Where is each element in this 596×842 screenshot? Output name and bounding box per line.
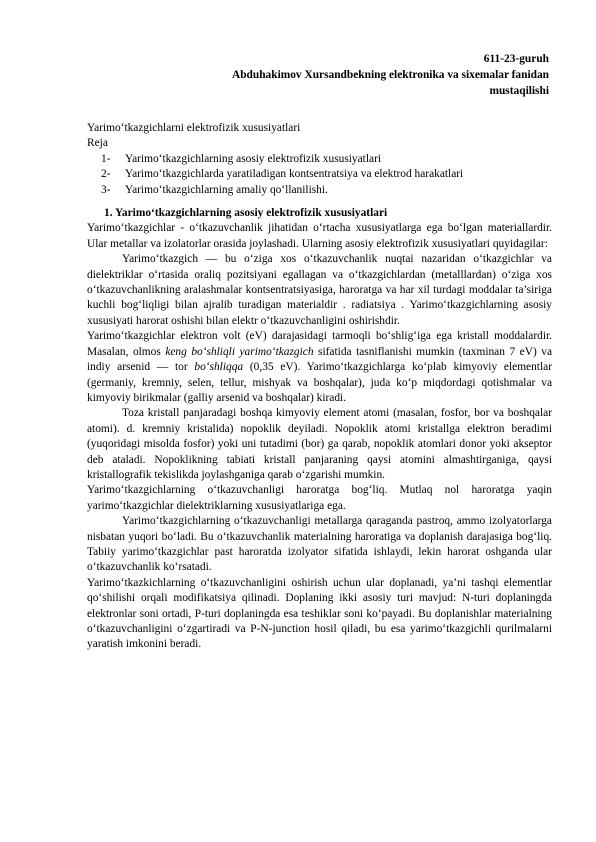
section-heading: 1. Yarimo‘tkazgichlarning asosiy elektrofizik xususiyatlari (104, 207, 388, 220)
reja-item (101, 167, 552, 182)
group-label: 611-23-guruh (483, 53, 549, 65)
reja-list (87, 152, 552, 198)
paragraph-bandgap-text-c: (0,35 eV). Yarimo‘tkazgichlarga ko‘plab kimyoviy elementlar (germaniy, kremniy, selen, tellur, mishyak va boshqalar), juda ko‘p miqdordagi qotishmalar va kimyoviy birikmalar (galliy arsenid va boshqalar) kiradi. (87, 361, 552, 404)
paragraph-conductivity: Yarimo‘tkazgichlarning o‘tkazuvchanligi metallarga qaraganda pastroq, ammo izolyatorlarga nisbatan yuqori bo‘ladi. Bu o‘tkazuvchanlik materialning haroratiga va doplanish darajasiga bog‘liq. Tabiiy yarimo‘tkazgichlar past haroratda izolyator sifatida ishlaydi, lekin harorat oshganda ular o‘tkazuvchanlik ko‘rsatadi. (87, 515, 552, 574)
document-body (87, 121, 552, 653)
reja-item-number: 2- (101, 168, 111, 181)
paragraph-bandgap-text-a: Yarimo‘tkazgichlar elektron volt (eV) darajasidagi tarmoqli bo‘shlig‘iga ega kristall moddalardir. Masalan, olmos (87, 330, 552, 358)
reja-item-number: 3- (101, 183, 111, 196)
paragraph-bandgap-italic-b: bo‘shliqqa (194, 361, 244, 374)
paragraph-intro: Yarimo‘tkazgichlar - o‘tkazuvchanlik jihatidan o‘rtacha xususiyatlarga ega bo‘lgan materiallardir. Ular metallar va izolatorlar orasida joylashadi. Ularning asosiy elektrofizik xususiyatlari quyidagilar: (87, 222, 552, 250)
paragraph-impurity: Toza kristall panjaradagi boshqa kimyoviy element atomi (masalan, fosfor, bor va boshqalar atomi). d. kremniy kristalida) nopoklik deyiladi. Nopoklik atomi kristallga elektron beradimi (yuqoridagi misolda fosfor) yoki uni tutadimi (bor) ga qarab, nopoklik atomlari donor yoki akseptor deb ataladi. Nopoklikning tabiati kristall panjaraning qaysi atomini almashtirganiga, qaysi kristallografik tekislikda joylashganiga qarab o‘zgarishi mumkin. (87, 407, 552, 481)
paragraph-bandgap-italic-a: keng bo‘shliqli yarimo‘tkazgich (165, 345, 314, 358)
paragraph-definition: Yarimo‘tkazgich — bu o‘ziga xos o‘tkazuvchanlik nuqtai nazaridan o‘tkazgichlar va dielektriklar o‘rtasida oraliq pozitsiyani egallagan va o‘tkazgichlardan (metalllardan) o‘ziga xos o‘tkazuvchanlikning aralashmalar kontsentratsiyasiga, haroratga va har xil turdagi moddalar ta’siriga kuchli bog‘liqligi bilan ajralib turadigan materialdir . radiatsiya . Yarimo‘tkazgichlarning asosiy xususiyati harorat oshishi bilan elektr o‘tkazuvchanligini oshirishdir. (87, 253, 552, 327)
document-header (112, 51, 549, 99)
reja-item-text: Yarimo‘tkazgichlarning amaliy qo‘llanilishi. (125, 183, 328, 196)
reja-item-number: 1- (101, 152, 111, 165)
paragraph-temperature: Yarimo‘tkazgichlarning o‘tkazuvchanligi haroratga bog‘liq. Mutlaq nol haroratga yaqin yarimo‘tkazgichlar dielektriklarning xususiyatlariga ega. (87, 484, 552, 512)
reja-item (101, 152, 552, 167)
assignment-label: mustaqilishi (489, 85, 549, 97)
reja-label: Reja (87, 137, 108, 150)
paragraph-bandgap (87, 329, 552, 406)
paragraph-doping: Yarimo‘tkazkichlarning o‘tkazuvchanligini oshirish uchun ular doplanadi, ya’ni tashqi elementlar qo‘shilishi orqali modifikatsiya qilinadi. Doplaning ikki asosiy turi mavjud: N-turi doplaningda elektronlar soni ortadi, P-turi doplaningda esa teshiklar soni ko‘payadi. Bu doplanishlar materialning o‘tkazuvchanligini o‘zgartiradi va P-N-junction hosil qiladi, bu esa yarimo‘tkazgichli qurilmalarni yaratish imkonini beradi. (87, 576, 552, 651)
paragraph-bandgap-text-b: sifatida tasniflanishi mumkin (taxminan 7 eV) va indiy arsenid — tor (87, 345, 552, 374)
author-subject-line: Abduhakimov Xursandbekning elektronika va sixemalar fanidan (231, 69, 549, 81)
topic-title: Yarimo‘tkazgichlarni elektrofizik xususiyatlari (87, 122, 301, 134)
reja-item (101, 183, 552, 198)
reja-item-text: Yarimo‘tkazgichlarda yaratiladigan kontsentratsiya va elektrod harakatlari (125, 168, 464, 181)
reja-item-text: Yarimo‘tkazgichlarning asosiy elektrofizik xususiyatlari (125, 152, 382, 165)
